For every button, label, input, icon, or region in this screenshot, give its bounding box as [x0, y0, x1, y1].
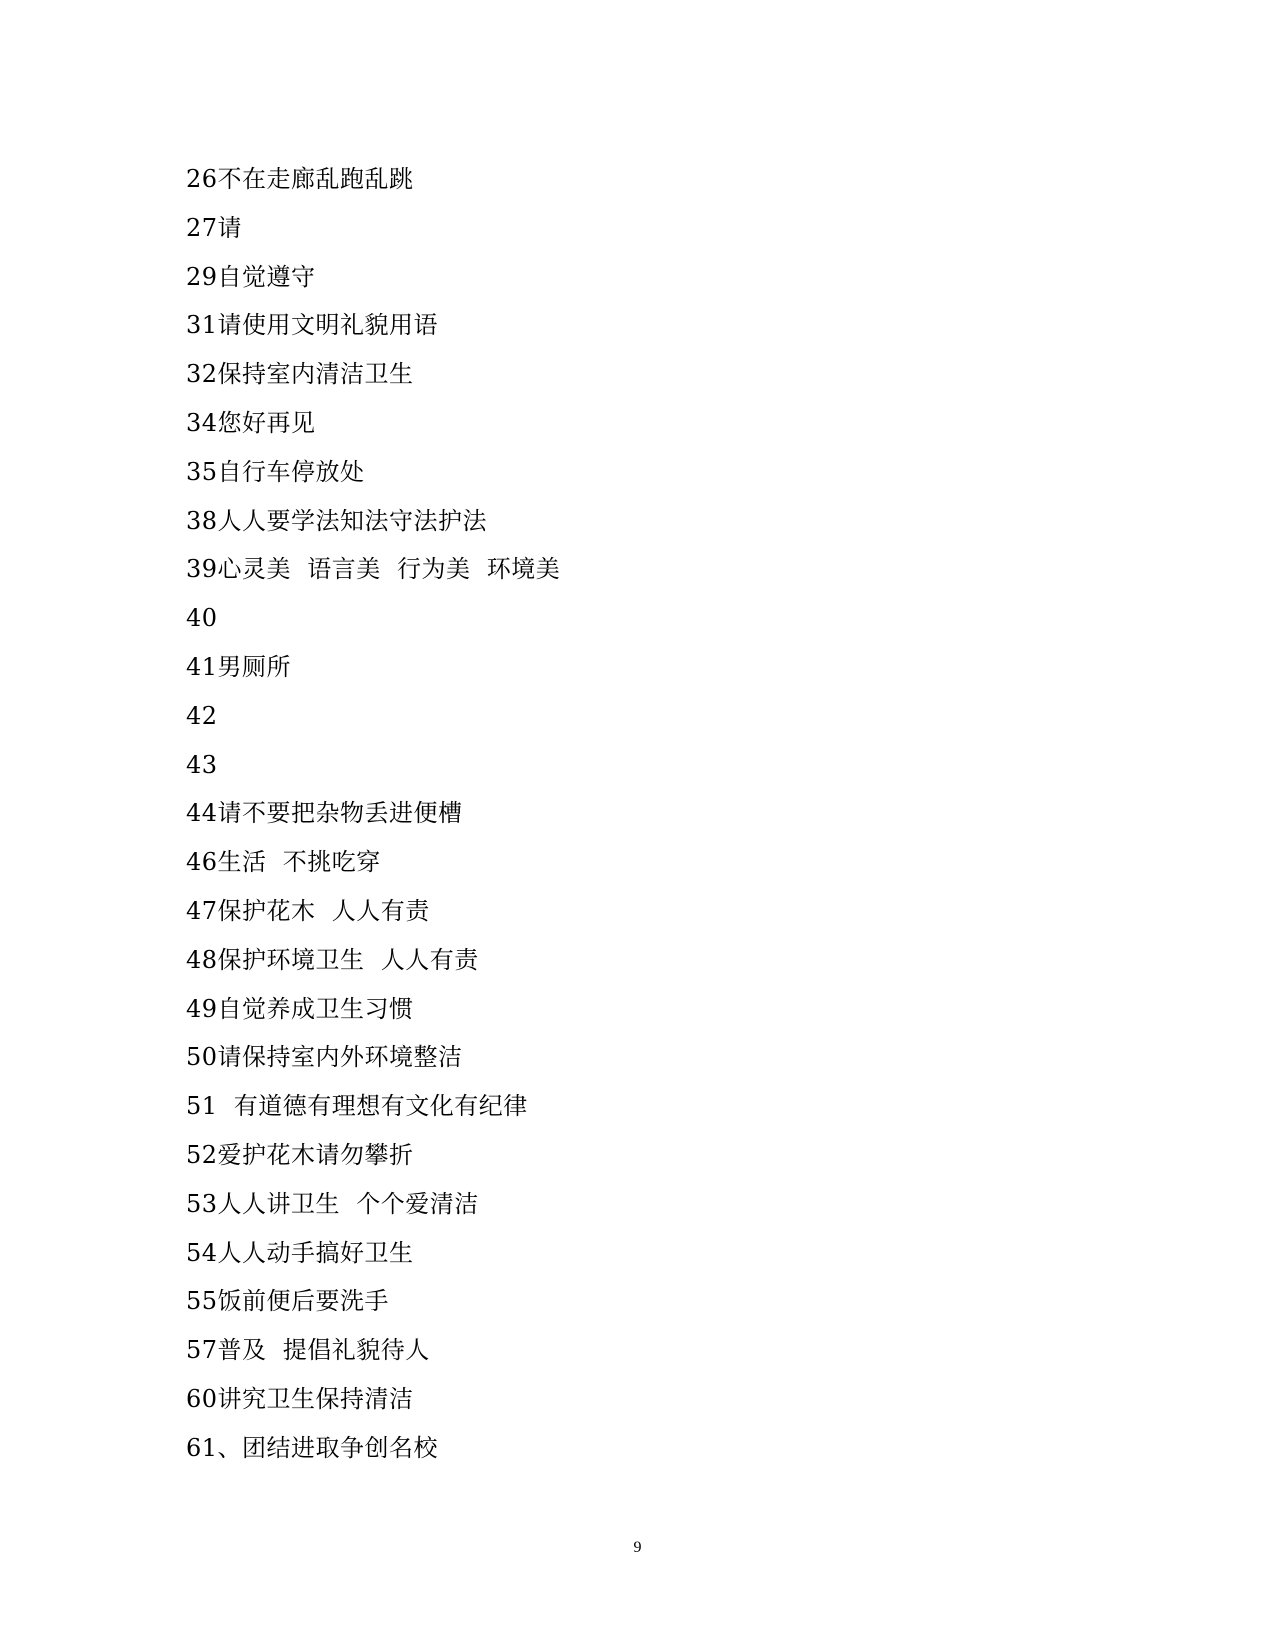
list-item: 61、团结进取争创名校 — [186, 1433, 439, 1462]
list-item: 38人人要学法知法守法护法 — [186, 506, 488, 535]
list-item: 53人人讲卫生 个个爱清洁 — [186, 1189, 479, 1218]
list-item: 31请使用文明礼貌用语 — [186, 311, 439, 340]
list-item: 41男厕所 — [186, 652, 292, 681]
list-item: 52爱护花木请勿攀折 — [186, 1140, 414, 1169]
list-item: 43 — [186, 750, 218, 779]
slogan-list — [186, 155, 560, 1473]
list-item: 26不在走廊乱跑乱跳 — [186, 165, 414, 193]
list-item: 55饭前便后要洗手 — [186, 1287, 390, 1316]
list-item: 42 — [186, 701, 218, 730]
page-number: 9 — [633, 1539, 642, 1556]
list-item: 47保护花木 人人有责 — [186, 896, 430, 925]
list-item: 48保护环境卫生 人人有责 — [186, 945, 479, 974]
list-item: 49自觉养成卫生习惯 — [186, 994, 414, 1023]
list-item: 46生活 不挑吃穿 — [186, 848, 381, 877]
list-item: 50请保持室内外环境整洁 — [186, 1043, 463, 1072]
list-item: 60讲究卫生保持清洁 — [186, 1384, 414, 1413]
list-item: 44请不要把杂物丢进便槽 — [186, 799, 463, 828]
list-item: 29自觉遵守 — [186, 262, 316, 291]
list-item: 32保持室内清洁卫生 — [186, 360, 414, 389]
list-item: 39心灵美 语言美 行为美 环境美 — [186, 555, 561, 584]
list-item: 35自行车停放处 — [186, 457, 365, 486]
list-item: 57普及 提倡礼貌待人 — [186, 1336, 430, 1365]
list-item: 40 — [186, 604, 218, 633]
list-item: 54人人动手搞好卫生 — [186, 1238, 414, 1267]
list-item: 27请 — [186, 213, 243, 242]
list-item: 51 有道德有理想有文化有纪律 — [186, 1092, 528, 1121]
list-item: 34您好再见 — [186, 408, 316, 437]
